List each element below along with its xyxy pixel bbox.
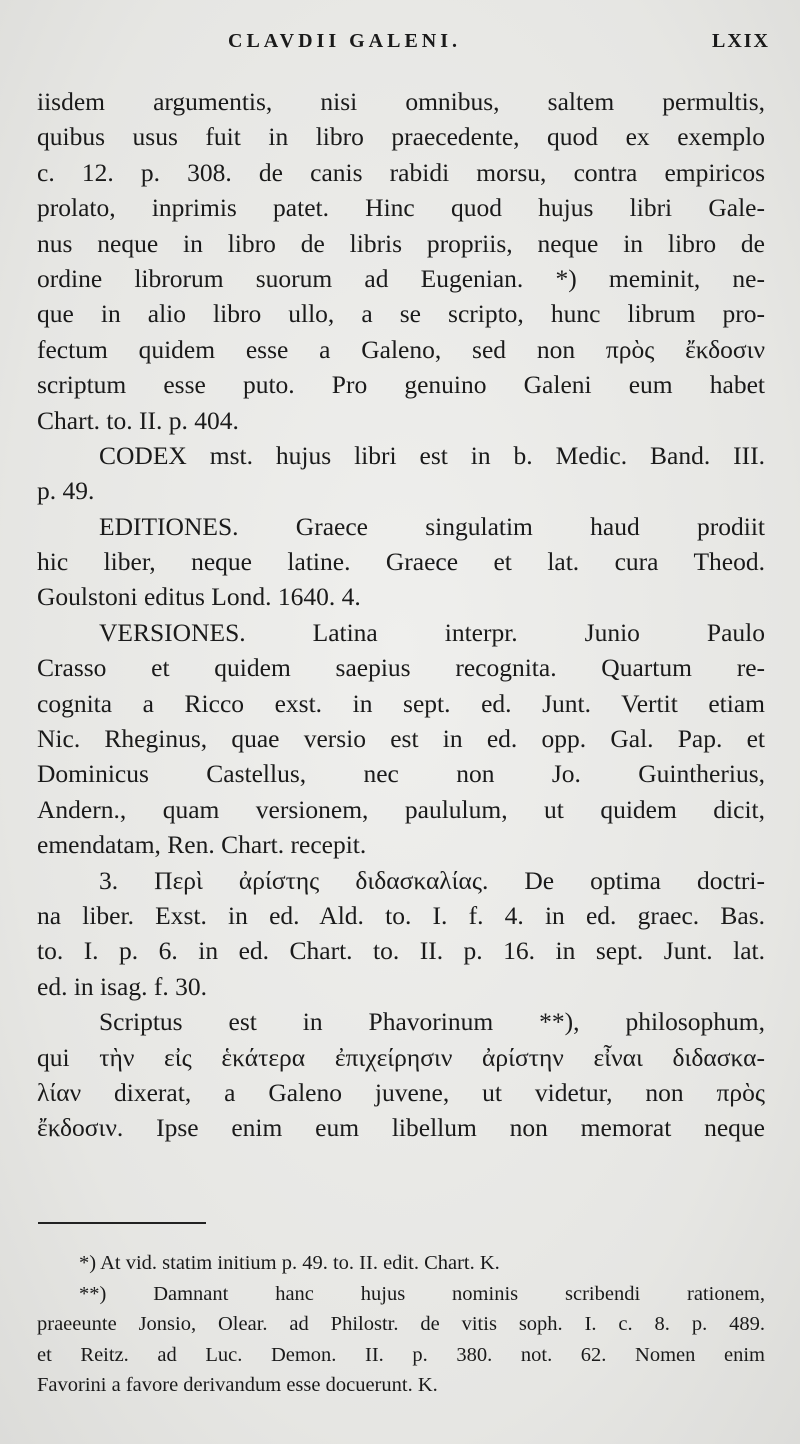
footnote-1: *) At vid. statim initium p. 49. to. II. edit. Chart. K. — [79, 1252, 500, 1274]
text-line: to. I. p. 6. in ed. Chart. to. II. p. 16. in sept. Junt. lat. — [37, 936, 765, 966]
text-line: ed. in isag. f. 30. — [37, 971, 207, 1001]
text-line: ἔκδοσιν. Ipse enim eum libellum non memorat neque — [37, 1113, 765, 1143]
text-line: ordine librorum suorum ad Eugenian. *) meminit, ne- — [37, 263, 765, 293]
text-line: nus neque in libro de libris propriis, neque in libro de — [37, 228, 765, 258]
footnote-line: et Reitz. ad Luc. Demon. II. p. 380. not. 62. Nomen enim — [37, 1343, 765, 1366]
running-header — [36, 30, 770, 64]
versiones-heading-line: VERSIONES. Latina interpr. Junio Paulo — [99, 617, 765, 647]
text-line: scriptum esse puto. Pro genuino Galeni eum habet — [37, 370, 765, 400]
text-line: hic liber, neque latine. Graece et lat. cura Theod. — [37, 547, 765, 577]
editiones-heading-line: EDITIONES. Graece singulatim haud prodiit — [99, 511, 765, 541]
codex-heading-line: CODEX mst. hujus libri est in b. Medic. Band. III. — [99, 440, 765, 470]
text-line: λίαν dixerat, a Galeno juvene, ut videtur, non πρὸς — [37, 1077, 765, 1107]
text-line: cognita a Ricco exst. in sept. ed. Junt. Vertit etiam — [37, 688, 765, 718]
text-line: Dominicus Castellus, nec non Jo. Guintherius, — [37, 759, 765, 789]
footnote-line: praeeunte Jonsio, Olear. ad Philostr. de vitis soph. I. c. 8. p. 489. — [37, 1313, 765, 1335]
running-title: CLAVDII GALENI. — [228, 30, 462, 52]
text-line: que in alio libro ullo, a se scripto, hunc librum pro- — [37, 299, 765, 329]
text-line: Nic. Rheginus, quae versio est in ed. opp. Gal. Pap. et — [37, 724, 765, 754]
text-line: p. 49. — [37, 476, 95, 506]
text-line: quibus usus fuit in libro praecedente, quod ex exemplo — [37, 122, 765, 152]
text-line: c. 12. p. 308. de canis rabidi morsu, contra empiricos — [37, 157, 765, 187]
text-line: Scriptus est in Phavorinum **), philosophum, — [99, 1007, 765, 1037]
text-line: Crasso et quidem saepius recognita. Quartum re- — [37, 653, 765, 683]
text-line: iisdem argumentis, nisi omnibus, saltem permultis, — [37, 87, 765, 116]
footnotes — [37, 1248, 765, 1401]
section-3-heading-line: 3. Περὶ ἀρίστης διδασκαλίας. De optima doctri- — [99, 865, 765, 895]
footnote-2: **) Damnant hanc hujus nominis scribendi rationem, — [79, 1282, 765, 1305]
text-line: prolato, inprimis patet. Hinc quod hujus libri Gale- — [37, 193, 765, 223]
text-line: fectum quidem esse a Galeno, sed non πρὸς ἔκδοσιν — [37, 334, 765, 364]
main-text — [37, 84, 765, 1146]
text-line: Chart. to. II. p. 404. — [37, 405, 239, 435]
text-line: Goulstoni editus Lond. 1640. 4. — [37, 582, 361, 612]
text-line: qui τὴν εἰς ἑκάτερα ἐπιχείρησιν ἀρίστην εἶναι διδασκα- — [37, 1042, 765, 1072]
text-line: Andern., quam versionem, paululum, ut quidem dicit, — [37, 794, 765, 824]
page-number: LXIX — [711, 30, 770, 52]
text-line: na liber. Exst. in ed. Ald. to. I. f. 4. in ed. graec. Bas. — [37, 900, 765, 930]
footnote-rule — [38, 1222, 206, 1224]
text-line: emendatam, Ren. Chart. recepit. — [37, 830, 367, 860]
footnote-line: Favorini a favore derivandum esse docuerunt. K. — [37, 1374, 438, 1396]
